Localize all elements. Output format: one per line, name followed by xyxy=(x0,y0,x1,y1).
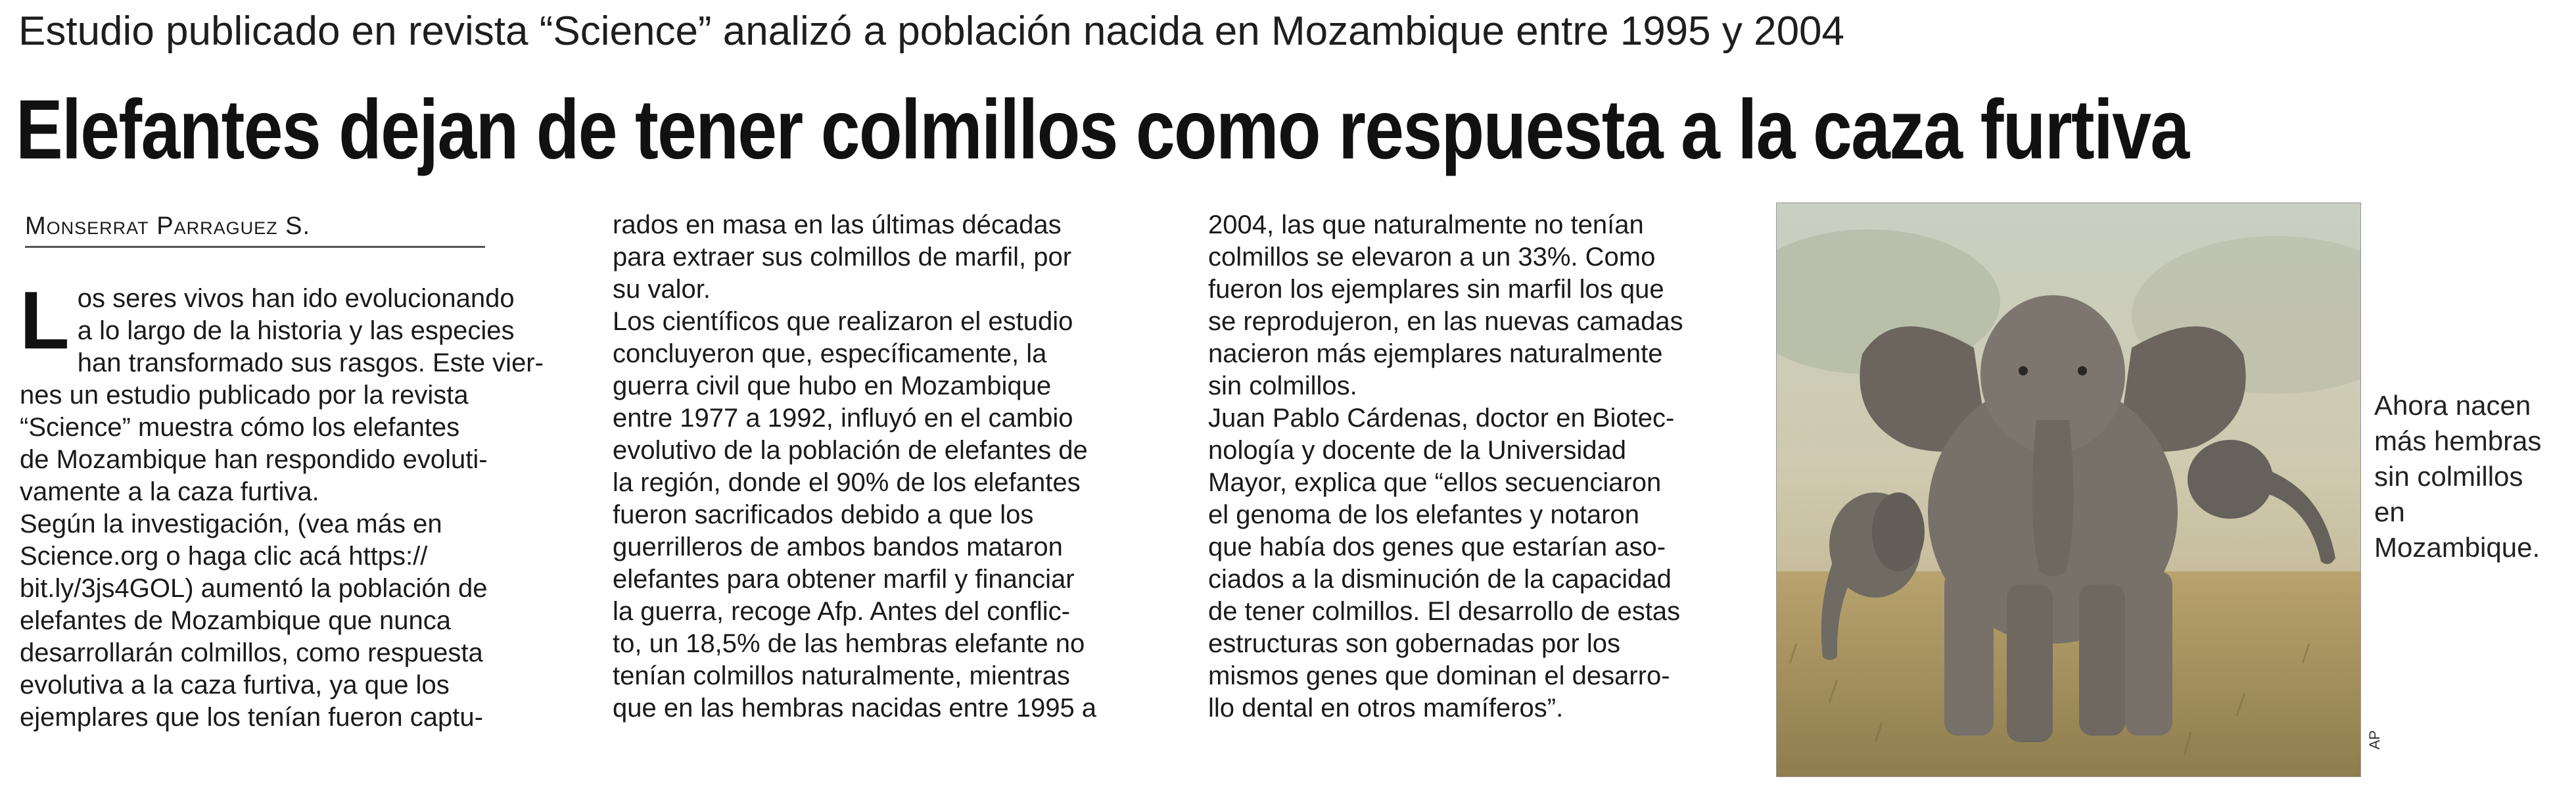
article-column-1 xyxy=(20,275,559,734)
paragraph-3: rados en masa en las últimas décadas para extraer sus colmillos de marfil, por su valor. xyxy=(613,210,1072,304)
paragraph-6: Juan Pablo Cárdenas, doctor en Biotec- nología y docente de la Universidad Mayor, explica que “ellos secuenciaron el genoma de los elefantes y notaron que había dos genes que estarían aso- ciados a la disminución de la capacidad de tener colmillos. El desarrollo de estas estructuras son gobernadas por los mismos genes que dominan el desarro- llo dental en otros mamíferos”. xyxy=(1208,404,1681,723)
byline: Monserrat Parraguez S. xyxy=(25,209,485,248)
paragraph-1-text: os seres vivos han ido evolucionando a lo largo de la historia y las especies han transformado sus rasgos. Este vier- nes un estudio publicado por la revista “Science” muestra cómo los elefantes de Mozambique han respondido evoluti- vamente a la caza furtiva. xyxy=(20,284,544,506)
photo-credit: AP xyxy=(2366,730,2383,749)
kicker: Estudio publicado en revista “Science” analizó a población nacida en Mozambique entre 1995 y 2004 xyxy=(18,9,1845,54)
elephant-illustration xyxy=(1777,203,2360,776)
paragraph-1 xyxy=(20,275,559,508)
paragraph-4: Los científicos que realizaron el estudio concluyeron que, específicamente, la guerra civil que hubo en Mozambique entre 1977 a 1992, influyó en el cambio evolutivo de la población de elefantes de la región, donde el 90% de los elefantes fueron sacrificados debido a que los guerrilleros de ambos bandos mataron elefantes para obtener marfil y financiar la guerra, recoge Afp. Antes del conflic- to, un 18,5% de las hembras elefante no tenían colmillos naturalmente, mientras que en las hembras nacidas entre 1995 a xyxy=(613,307,1097,723)
elephant-photo xyxy=(1776,202,2361,777)
drop-cap: L xyxy=(20,275,70,366)
paragraph-5: 2004, las que naturalmente no tenían colmillos se elevaron a un 33%. Como fueron los ejemplares sin marfil los que se reprodujeron, en las nuevas camadas nacieron más ejemplares naturalmente sin colmillos. xyxy=(1208,210,1683,400)
paragraph-2: Según la investigación, (vea más en Science.org o haga clic acá https:// bit.ly/3js4GOL) aumentó la población de elefantes de Mozambique que nunca desarrollarán colmillos, como respuesta evolutiva a la caza furtiva, ya que los ejemplares que los tenían fueron captu- xyxy=(20,510,488,732)
article-column-3 xyxy=(1208,209,1754,725)
photo-caption: Ahora nacen más hembras sin colmillos en Mozambique. xyxy=(2374,390,2542,563)
article-column-2 xyxy=(613,209,1158,725)
headline: Elefantes dejan de tener colmillos como respuesta a la caza furtiva xyxy=(16,83,2189,177)
